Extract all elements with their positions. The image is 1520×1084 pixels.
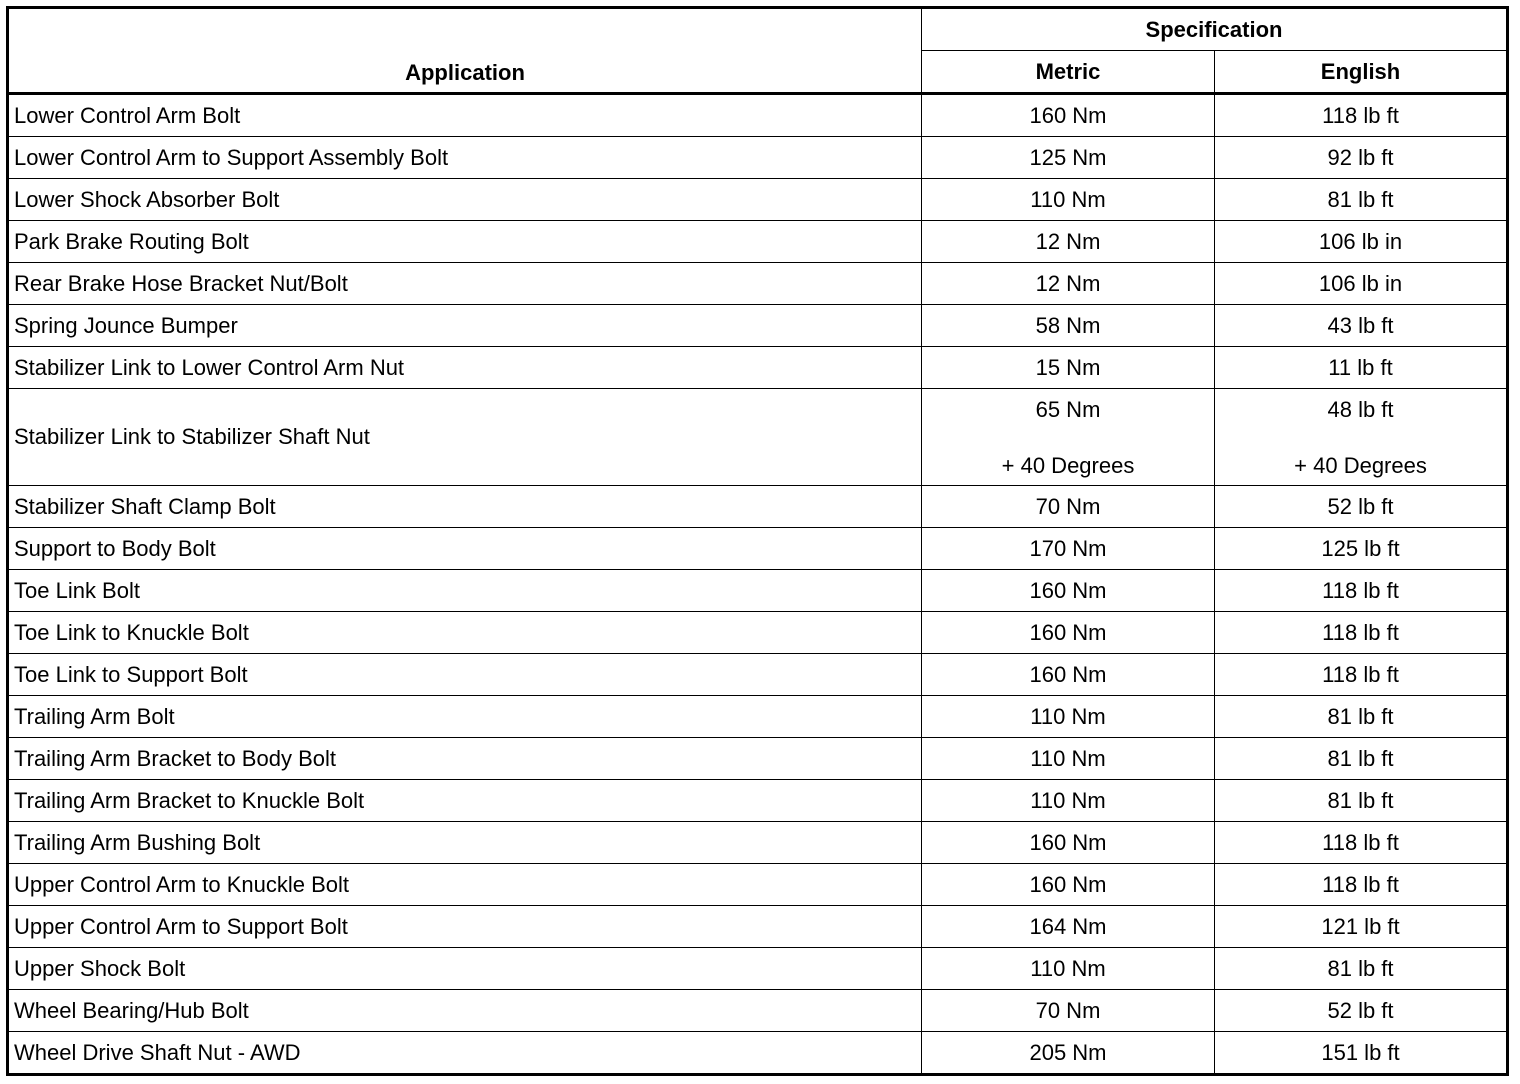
english-value-cell: 81 lb ft [1215, 948, 1508, 990]
metric-value-cell: 110 Nm [922, 738, 1215, 780]
metric-value-cell: 12 Nm [922, 221, 1215, 263]
application-cell: Trailing Arm Bolt [8, 696, 922, 738]
english-torque-value: 48 lb ft [1327, 397, 1394, 422]
english-value-cell: 52 lb ft [1215, 990, 1508, 1032]
table-row [8, 738, 1508, 780]
english-value-cell: 121 lb ft [1215, 906, 1508, 948]
english-value-cell: 151 lb ft [1215, 1032, 1508, 1075]
table-row [8, 221, 1508, 263]
metric-value-cell: 15 Nm [922, 347, 1215, 389]
table-row [8, 780, 1508, 822]
table-row [8, 822, 1508, 864]
metric-value-cell [922, 389, 1215, 486]
application-cell: Stabilizer Shaft Clamp Bolt [8, 486, 922, 528]
table-row-multiline [8, 389, 1508, 486]
application-cell: Wheel Drive Shaft Nut - AWD [8, 1032, 922, 1075]
application-cell: Toe Link to Support Bolt [8, 654, 922, 696]
application-cell: Trailing Arm Bracket to Knuckle Bolt [8, 780, 922, 822]
application-cell: Support to Body Bolt [8, 528, 922, 570]
metric-value-cell: 125 Nm [922, 137, 1215, 179]
column-header-metric: Metric [922, 51, 1215, 94]
metric-value-cell: 160 Nm [922, 654, 1215, 696]
table-row [8, 696, 1508, 738]
application-cell: Stabilizer Link to Lower Control Arm Nut [8, 347, 922, 389]
column-group-header-specification: Specification [922, 8, 1508, 51]
table-row [8, 528, 1508, 570]
english-value-cell: 125 lb ft [1215, 528, 1508, 570]
english-value-cell: 118 lb ft [1215, 654, 1508, 696]
application-cell: Spring Jounce Bumper [8, 305, 922, 347]
english-value-cell: 11 lb ft [1215, 347, 1508, 389]
fastener-spec-sheet [6, 6, 1506, 1076]
english-value-cell [1215, 389, 1508, 486]
metric-value-cell: 110 Nm [922, 696, 1215, 738]
metric-value-cell: 12 Nm [922, 263, 1215, 305]
column-header-english: English [1215, 51, 1508, 94]
header-row-group [8, 8, 1508, 51]
english-angle-value: + 40 Degrees [1294, 453, 1427, 478]
metric-torque-value: 65 Nm [1035, 397, 1101, 422]
application-cell: Toe Link to Knuckle Bolt [8, 612, 922, 654]
application-cell: Toe Link Bolt [8, 570, 922, 612]
application-cell: Lower Shock Absorber Bolt [8, 179, 922, 221]
application-cell: Upper Control Arm to Support Bolt [8, 906, 922, 948]
english-value-cell: 106 lb in [1215, 221, 1508, 263]
english-value-cell: 81 lb ft [1215, 179, 1508, 221]
metric-value-cell: 160 Nm [922, 822, 1215, 864]
table-row [8, 1032, 1508, 1075]
english-value-cell: 118 lb ft [1215, 822, 1508, 864]
application-cell: Rear Brake Hose Bracket Nut/Bolt [8, 263, 922, 305]
table-row [8, 654, 1508, 696]
english-value-cell: 81 lb ft [1215, 780, 1508, 822]
english-value-cell: 106 lb in [1215, 263, 1508, 305]
metric-value-cell: 170 Nm [922, 528, 1215, 570]
metric-value-cell: 160 Nm [922, 612, 1215, 654]
metric-value-cell: 205 Nm [922, 1032, 1215, 1075]
table-row [8, 864, 1508, 906]
application-cell: Stabilizer Link to Stabilizer Shaft Nut [8, 389, 922, 486]
metric-value-cell: 160 Nm [922, 864, 1215, 906]
metric-value-cell: 70 Nm [922, 486, 1215, 528]
metric-angle-value: + 40 Degrees [1001, 453, 1135, 478]
table-row [8, 347, 1508, 389]
table-row [8, 94, 1508, 137]
table-row [8, 990, 1508, 1032]
column-header-application: Application [8, 8, 922, 94]
application-cell: Lower Control Arm Bolt [8, 94, 922, 137]
fastener-tightening-spec-table [6, 6, 1509, 1076]
table-row [8, 486, 1508, 528]
english-value-cell: 118 lb ft [1215, 612, 1508, 654]
application-cell: Upper Shock Bolt [8, 948, 922, 990]
english-value-cell: 92 lb ft [1215, 137, 1508, 179]
metric-value-cell: 164 Nm [922, 906, 1215, 948]
metric-value-cell: 70 Nm [922, 990, 1215, 1032]
metric-value-cell: 110 Nm [922, 780, 1215, 822]
english-value-cell: 118 lb ft [1215, 570, 1508, 612]
english-value-cell: 43 lb ft [1215, 305, 1508, 347]
metric-value-cell: 160 Nm [922, 94, 1215, 137]
english-value-cell: 52 lb ft [1215, 486, 1508, 528]
table-body [8, 94, 1508, 1075]
metric-value-cell: 110 Nm [922, 948, 1215, 990]
metric-value-cell: 58 Nm [922, 305, 1215, 347]
english-value-cell: 118 lb ft [1215, 94, 1508, 137]
english-value-cell: 81 lb ft [1215, 696, 1508, 738]
application-cell: Wheel Bearing/Hub Bolt [8, 990, 922, 1032]
application-cell: Lower Control Arm to Support Assembly Bolt [8, 137, 922, 179]
application-cell: Park Brake Routing Bolt [8, 221, 922, 263]
table-row [8, 570, 1508, 612]
metric-value-cell: 160 Nm [922, 570, 1215, 612]
english-value-cell: 81 lb ft [1215, 738, 1508, 780]
application-cell: Upper Control Arm to Knuckle Bolt [8, 864, 922, 906]
table-row [8, 906, 1508, 948]
table-header [8, 8, 1508, 94]
metric-value-cell: 110 Nm [922, 179, 1215, 221]
table-row [8, 612, 1508, 654]
table-row [8, 263, 1508, 305]
application-cell: Trailing Arm Bushing Bolt [8, 822, 922, 864]
english-value-cell: 118 lb ft [1215, 864, 1508, 906]
table-row [8, 137, 1508, 179]
application-cell: Trailing Arm Bracket to Body Bolt [8, 738, 922, 780]
table-row [8, 948, 1508, 990]
table-row [8, 305, 1508, 347]
table-row [8, 179, 1508, 221]
